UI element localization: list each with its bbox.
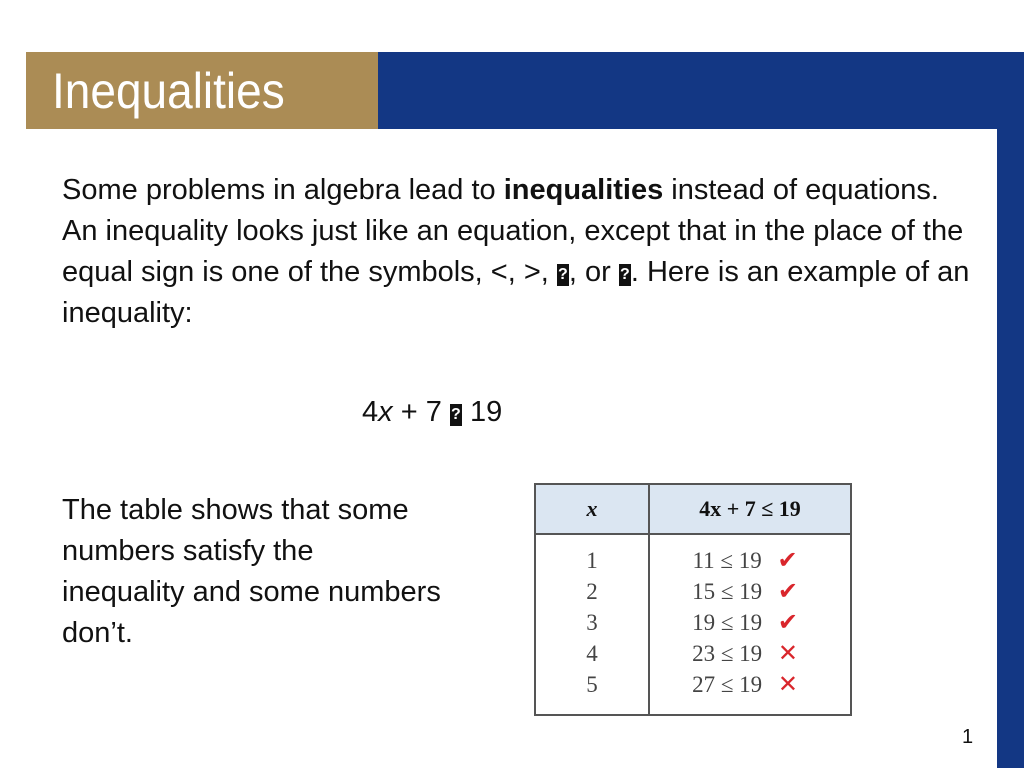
- cell-x: 2: [535, 576, 649, 607]
- check-icon: ✔: [777, 577, 798, 605]
- table-description: The table shows that some numbers satisfy the inequality and some numbers don’t.: [62, 494, 441, 649]
- cell-expr: 27 ≤ 19 ✕: [649, 669, 851, 715]
- check-icon: ✔: [777, 546, 798, 574]
- missing-glyph-icon: ?: [450, 404, 462, 426]
- bold-term: inequalities: [503, 174, 664, 206]
- right-border-bar: [997, 52, 1024, 768]
- cell-x: 5: [535, 669, 649, 715]
- text: instead of equations. An inequality looks just like an equation, except that in the place of the equal sign is one of the symbols, <, >,: [62, 174, 964, 288]
- text: . Here is an example of an inequality:: [62, 256, 970, 329]
- check-icon: ✔: [777, 608, 798, 636]
- cell-expr: 19 ≤ 19 ✔: [649, 607, 851, 638]
- cell-expr: 15 ≤ 19 ✔: [649, 576, 851, 607]
- missing-glyph-icon: ?: [619, 264, 631, 286]
- cell-expr: 11 ≤ 19 ✔: [649, 534, 851, 576]
- title-bar: [378, 52, 1024, 129]
- inequality-table: [534, 483, 852, 716]
- missing-glyph-icon: ?: [557, 264, 569, 286]
- cell-x: 4: [535, 638, 649, 669]
- intro-paragraph: [62, 170, 972, 334]
- table-row: [535, 638, 851, 669]
- title-box: [26, 52, 378, 129]
- text: , or: [568, 256, 619, 288]
- cell-x: 1: [535, 534, 649, 576]
- cross-icon: ✕: [777, 639, 798, 667]
- table-row: [535, 576, 851, 607]
- text: + 7: [392, 396, 450, 428]
- header-x: x: [535, 484, 649, 534]
- slide-title: Inequalities: [52, 63, 285, 119]
- cross-icon: ✕: [777, 670, 798, 698]
- page-number: 1: [962, 726, 974, 748]
- example-inequality: [362, 392, 502, 432]
- table-row: [535, 534, 851, 576]
- text: Some problems in algebra lead to: [62, 174, 504, 206]
- cell-expr: 23 ≤ 19 ✕: [649, 638, 851, 669]
- cell-x: 3: [535, 607, 649, 638]
- text: 19: [461, 396, 503, 428]
- coef: 4: [362, 396, 379, 428]
- variable: x: [378, 396, 393, 428]
- table-row: [535, 669, 851, 715]
- header-expr: 4x + 7 ≤ 19: [649, 484, 851, 534]
- table-header: [535, 484, 851, 534]
- table-row: [535, 607, 851, 638]
